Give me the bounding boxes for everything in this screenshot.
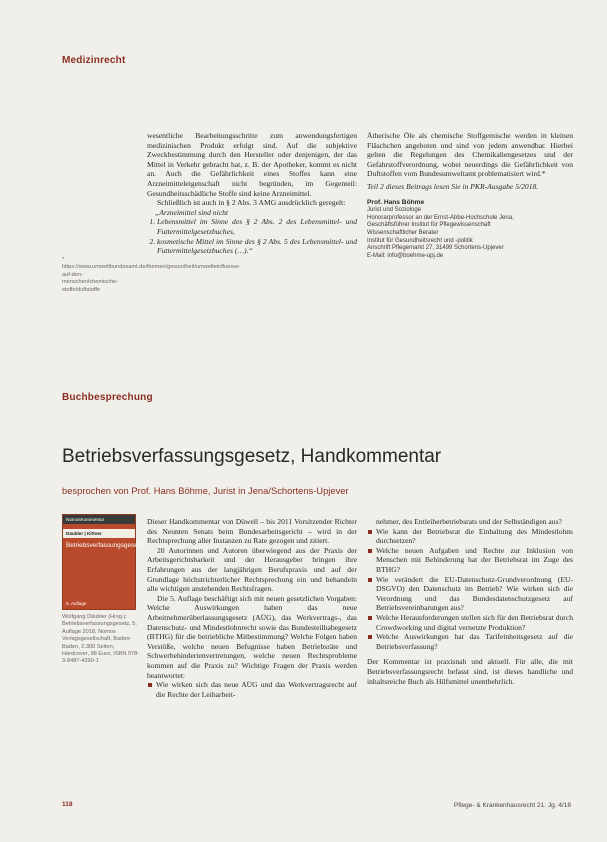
review-paragraph: Dieser Handkommentar von Düwell – bis 2011 Vorsitzender Richter des Neunten Senats beim Bundesarbeitsgericht – wird in der Rechtsprechung aller Instanzen zu Rate gezogen und zitiert.	[147, 517, 357, 546]
author-info-line: Jurist und Soziologe	[367, 207, 422, 214]
author-info-line: Honorarprofessor an der Ernst-Abbe-Hochschule Jena,	[367, 214, 514, 221]
review-column-right	[367, 517, 573, 686]
book-cover-image	[62, 514, 143, 610]
journal-footer: Pflege- & Krankenhausrecht 21. Jg. 4/18	[453, 802, 571, 809]
quote-list-item: 2. kosmetische Mittel im Sinne des § 2 Abs. 5 des Lebensmittel- und Futtermittelgesetzbuches (…).“	[157, 237, 357, 256]
section-label-medizinrecht: Medizinrecht	[62, 55, 126, 66]
review-paragraph: nehmer, des Entleiherbetriebsrats und der Selbständigen aus?	[376, 517, 562, 526]
book-series: NomosKommentar	[63, 515, 135, 524]
author-info-line: Geschäftsführer Institut für Pflegewissenschaft	[367, 222, 491, 229]
author-info-line: Wissenschaftlicher Berater	[367, 229, 439, 236]
section-label-buchbesprechung: Buchbesprechung	[62, 392, 153, 403]
author-info-line: Anschrift Pflegemarkt 27, 31499 Schortens-Upjever	[367, 245, 504, 252]
review-bullet-item: Welche neuen Aufgaben und Rechte zur Inklusion von Menschen mit Behinderung hat der Betriebsrat im Zuge des BTHG?	[367, 546, 573, 575]
book-title: Betriebsverfassungsgesetz	[66, 542, 143, 549]
review-bullet-item: Wie wirken sich das neue AÜG und das Werkvertragsrecht auf die Rechte der Leiharbeit-	[147, 680, 357, 699]
author-info-line: Institut für Gesundheitsrecht und -politik	[367, 237, 473, 244]
author-email: E-Mail: info@boehme-upj.de	[367, 252, 444, 259]
quote-intro: „Arzneimittel sind nicht	[155, 207, 228, 217]
review-paragraph: 20 Autorinnen und Autoren überwiegend aus der Praxis der Arbeitsgerichtsbarkeit und der Herausgeber bringen ihre Erfahrungen aus der langjährigen Berufspraxis und auf der Grundlage höchstrichterlicher Rechtsprechung ein und behandeln alle wichtigen anstehenden Rechtsfragen.	[147, 545, 357, 594]
review-paragraph: Der Kommentar ist praxisnah und aktuell. Für alle, die mit Betriebsverfassungsrecht befasst sind, ist dieses handliche und inhaltsreiche Buch als Hilfsmittel unentbehrlich.	[367, 657, 573, 686]
review-title: Betriebsverfassungsgesetz, Handkommentar	[62, 446, 442, 467]
article-column-left	[147, 131, 357, 256]
review-column-left	[147, 517, 357, 699]
review-bullet-list	[367, 527, 573, 652]
review-bullet-item: Wie verändert die EU-Datenschutz-Grundverordnung (EU-DSGVO) den Datenschutz im Betrieb? Wie wirken sich die Verordnung und das Bundesdatenschutzgesetz auf Betriebsvereinbarungen aus?	[367, 575, 573, 613]
author-info	[367, 207, 573, 260]
article-column-right	[367, 131, 573, 260]
quote-list	[147, 217, 357, 255]
review-bullet-item: Welche Herausforderungen stellen sich für den Betriebsrat durch Crowdworking und digital vernetzte Produktion?	[367, 613, 573, 632]
quote-list-item: 1. Lebensmittel im Sinne des § 2 Abs. 2 des Lebensmittel- und Futtermittelgesetzbuches,	[157, 217, 357, 236]
article-paragraph: Schließlich ist auch in § 2 Abs. 3 AMG ausdrücklich geregelt:	[157, 198, 346, 208]
review-paragraph: Die 5. Auflage beschäftigt sich mit neuen gesetzlichen Vorgaben: Welche Auswirkungen haben das neue Arbeitnehmerüberlassungsgesetz (AÜG), das Werkvertrags-, das Datenschutz- und Mindestlohnrecht sowie das Bundesteilhabegesetz (BTHG) für die betriebliche Mitbestimmung? Welche Folgen haben Verstöße, welche neuen Befugnisse haben Betriebsräte und Schwerbehindertenvertretungen, welche neuen Rechtsprobleme kommen auf die Praxis zu? Wichtige Fragen der Praxis werden beantwortet:	[147, 593, 357, 680]
review-bullet-list	[147, 680, 357, 699]
review-bullet-item: Wie kann der Betriebsrat die Einhaltung des Mindestlohns durchsetzen?	[367, 527, 573, 546]
review-bullet-item: Welche Auswirkungen hat das Tarifeinheitsgesetz auf die Betriebsverfassung?	[367, 632, 573, 651]
book-caption: Wolfgang Däubler (Hrsg.): Betriebsverfassungsgesetz, 5. Auflage 2018, Nomos Verlagsgesellschaft, Baden-Baden, 2.300 Seiten, Hardcover, 98 Euro, ISBN 978-3-8487-4390-1	[62, 614, 140, 665]
article-paragraph: wesentliche Bearbeitungsschritte zum anwendungsfertigen medizinischen Produkt erfolgt sind. Auf die subjektive Zweckbestimmung durch den Hersteller oder denjenigen, der das Mittel in Verkehr gebracht hat, z. B. der Apotheker, kommt es nicht an. Auch die Gefährlichkeit eines Stoffes kann eine Arzneimitteleigenschaft nicht begründen, im Gegenteil: Gesundheitsschädliche Stoffe sind keine Arzneimittel.	[147, 131, 357, 198]
book-edition: 5. Auflage	[66, 601, 87, 606]
footnote-sidenote: * https://www.umweltbundesamt.de/themen/gesundheit/umwelteinfluesse-auf-den-menschen/chemische-stoffe/duftstoffe	[62, 257, 241, 293]
article-paragraph: Ätherische Öle als chemische Stoffgemische werden in kleinen Fläschchen angeboten und sind von jedem anwendbar. Hierbei gelten die Regelungen des Chemikaliengesetzes und der Gefahrstoffverordnung, wobei neuerdings die Gefährlichkeit von Duftstoffen vom Bundesumweltamt problematisiert wird.*	[367, 131, 573, 179]
review-byline: besprochen von Prof. Hans Böhme, Jurist in Jena/Schortens-Upjever	[62, 485, 349, 496]
continuation-note: Teil 2 dieses Beitrags lesen Sie in PKR-Ausgabe 5/2018.	[367, 181, 539, 191]
author-name: Prof. Hans Böhme	[367, 198, 425, 206]
book-author: Däubler | Kittner	[63, 529, 135, 538]
page-number: 118	[62, 801, 73, 808]
